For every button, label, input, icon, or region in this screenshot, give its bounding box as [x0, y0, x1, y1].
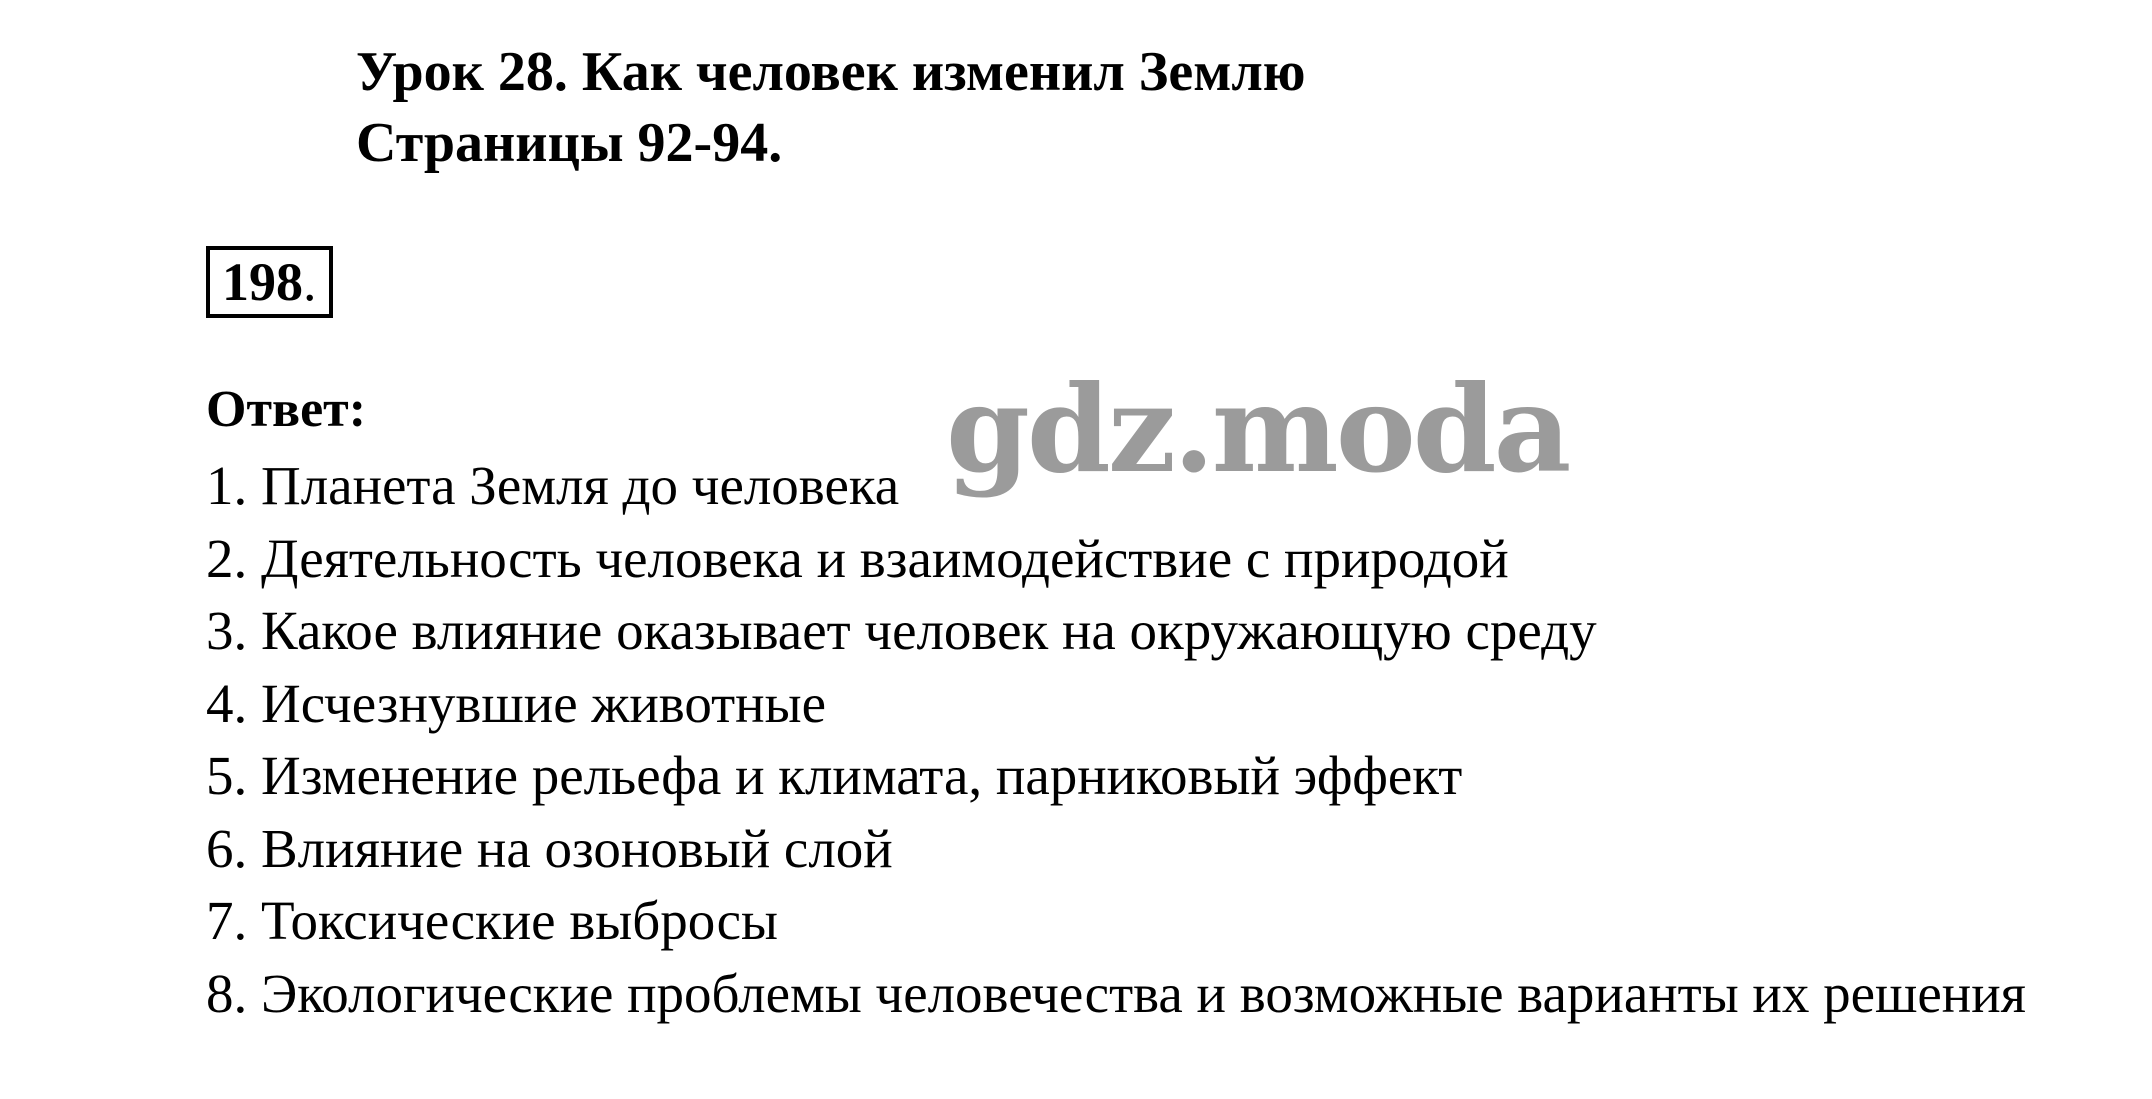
answer-item-1: 1. Планета Земля до человека	[206, 455, 900, 516]
pages-reference: Страницы 92-94.	[356, 112, 783, 174]
task-number: 198	[222, 252, 303, 312]
task-number-box	[206, 246, 333, 318]
answer-list	[206, 450, 2026, 1030]
lesson-title: Урок 28. Как человек изменил Землю	[356, 41, 1306, 103]
answer-item-8: 8. Экологические проблемы человечества и возможные варианты их решения	[206, 962, 2026, 1024]
answer-item-2: 2. Деятельность человека и взаимодействие с природой	[206, 527, 1509, 589]
task-number-suffix: .	[303, 252, 317, 312]
answer-item-4: 4. Исчезнувшие животные	[206, 672, 826, 734]
answer-item-5: 5. Изменение рельефа и климата, парниковый эффект	[206, 745, 1463, 806]
answer-item-6: 6. Влияние на озоновый слой	[206, 817, 893, 879]
answer-label: Ответ:	[206, 381, 367, 438]
answer-item-7: 7. Токсические выбросы	[206, 890, 778, 951]
answer-item-3: 3. Какое влияние оказывает человек на окружающую среду	[206, 600, 1597, 661]
watermark-logo: gdz.moda	[946, 359, 1569, 500]
